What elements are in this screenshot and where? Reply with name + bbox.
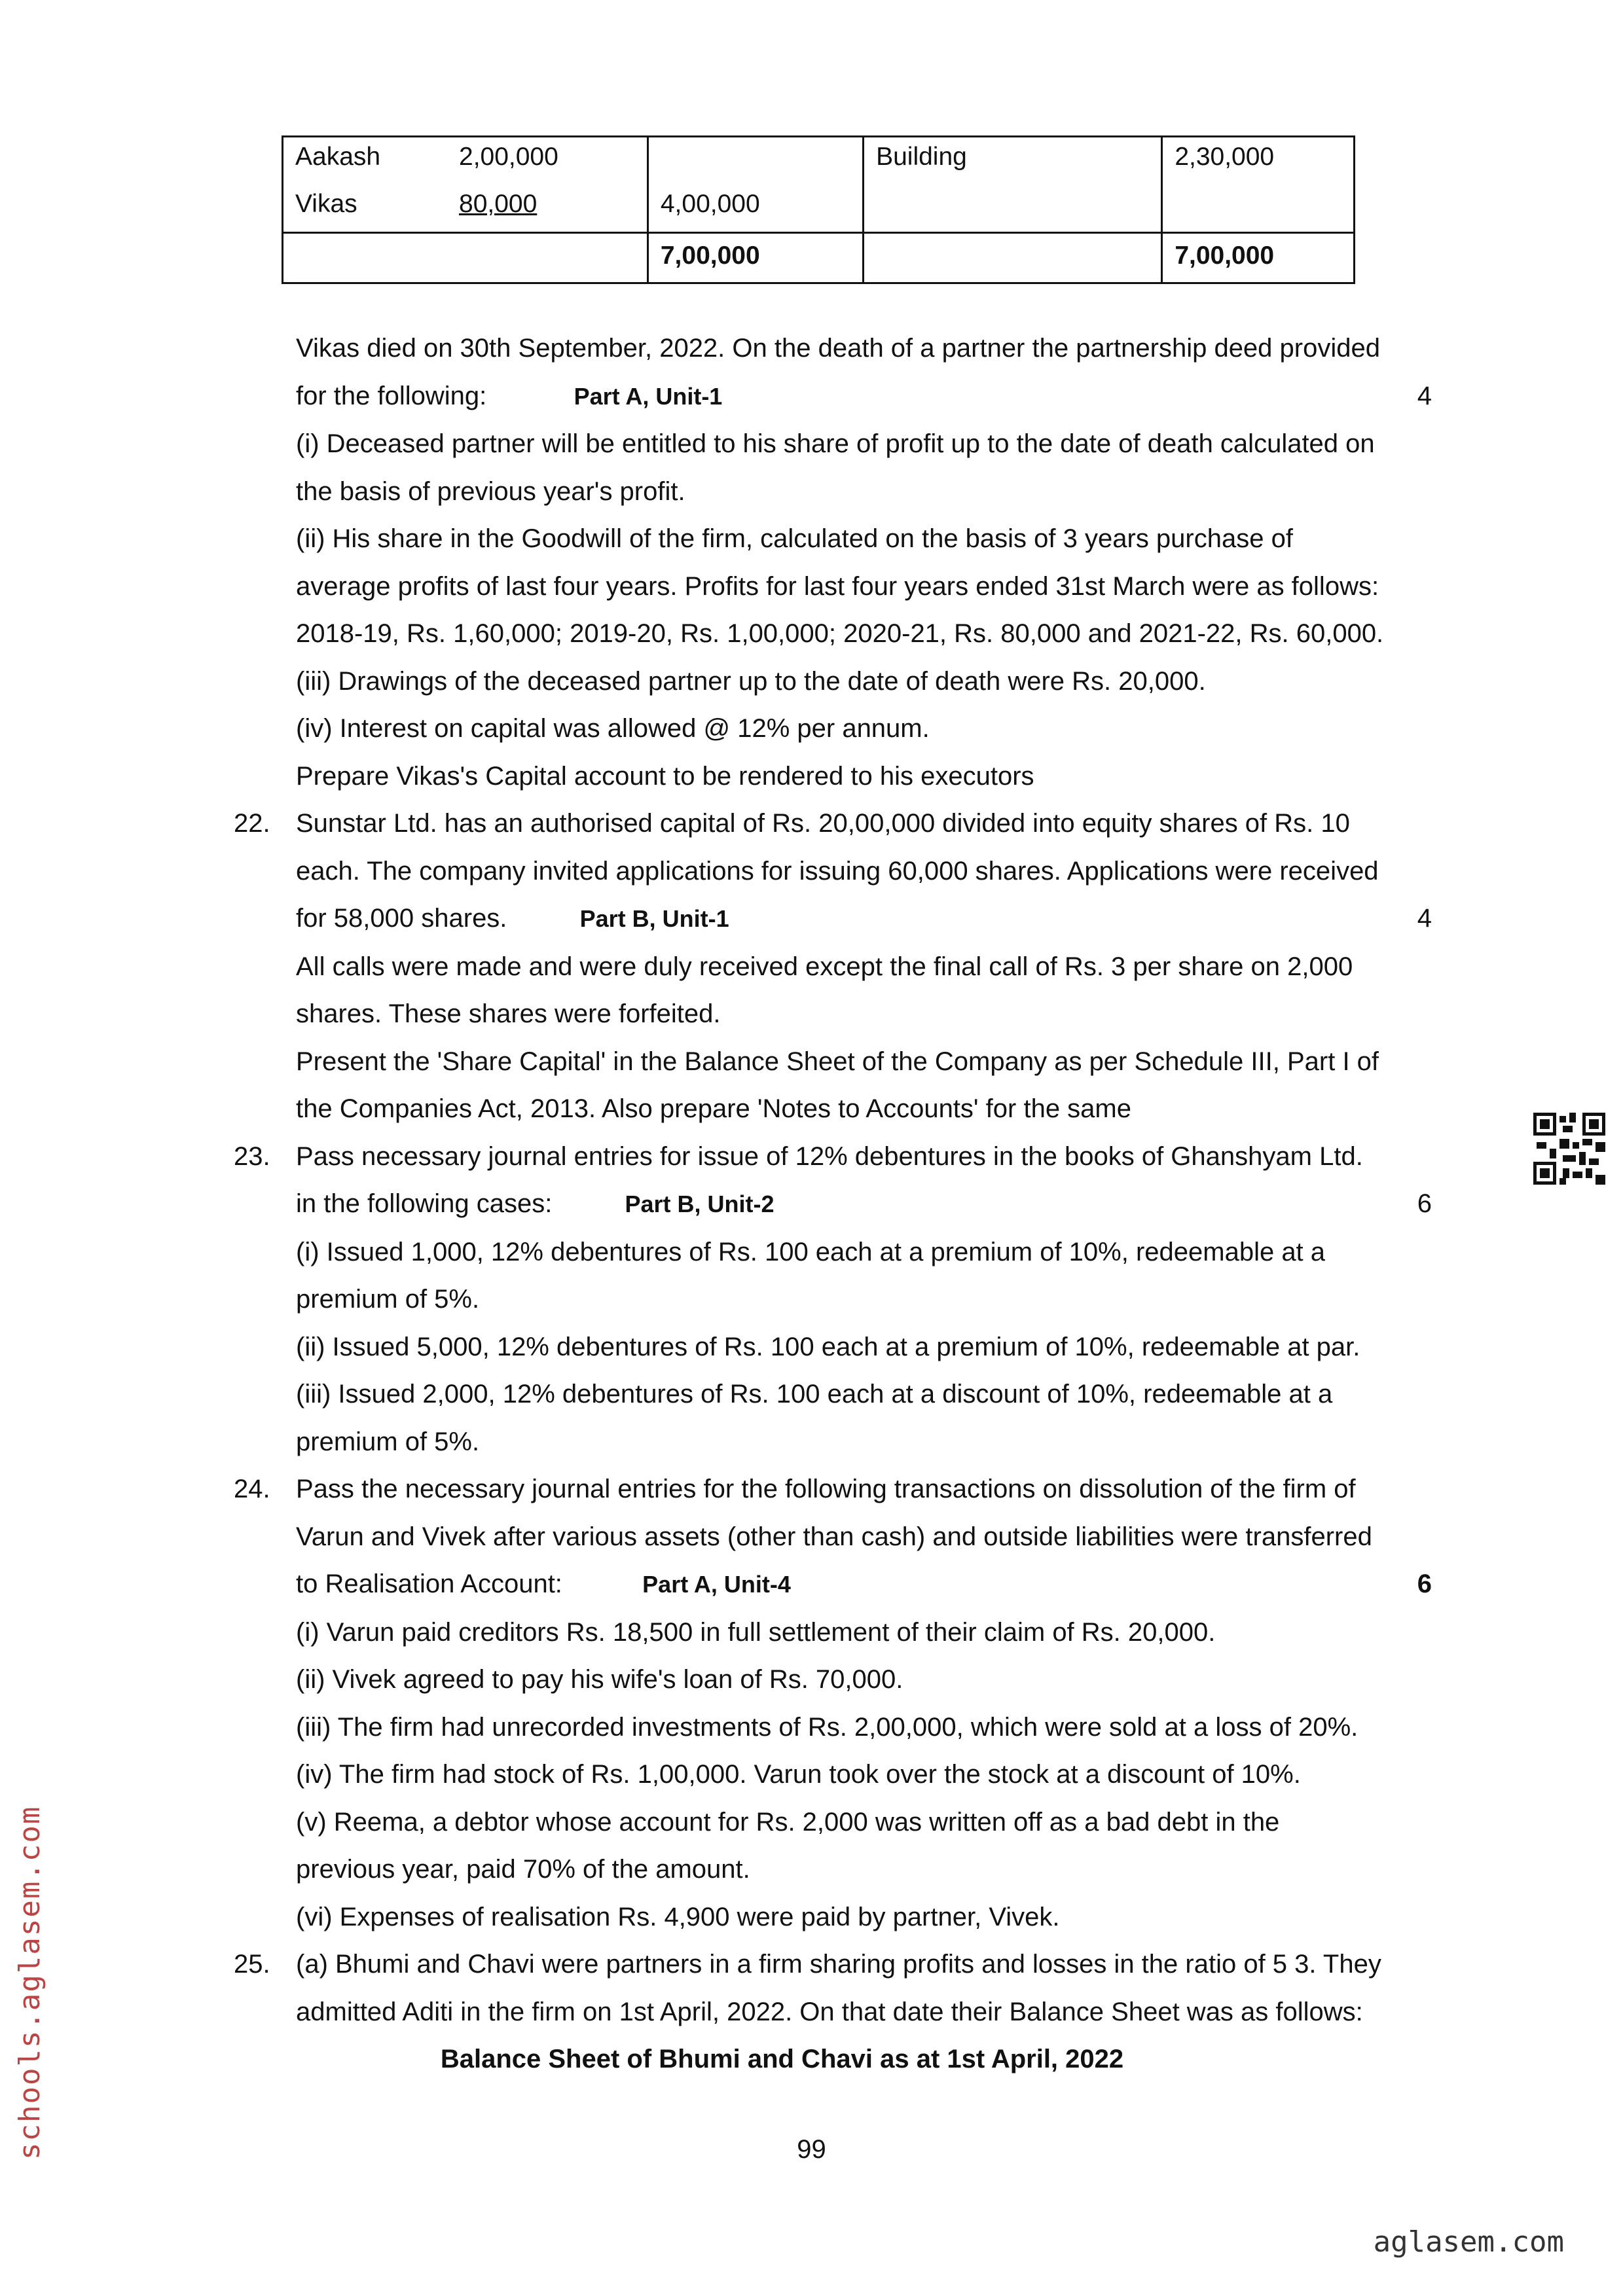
text-line: (v) Reema, a debtor whose account for Rs. 2,000 was written off as a bad debt in the [296,1807,1280,1837]
text-line: for the following: [296,381,487,410]
text-line: (ii) His share in the Goodwill of the firm, calculated on the basis of 3 years purchase of [296,524,1293,553]
text-line: premium of 5%. [296,1427,480,1456]
text-line: Pass the necessary journal entries for the following transactions on dissolution of the firm of [296,1475,1356,1503]
questions-content [234,325,1438,2083]
text-line: admitted Aditi in the firm on 1st April, 2022. On that date their Balance Sheet was as follows: [296,1997,1363,2026]
asset-name [864,185,1162,233]
question-22 [234,800,1438,1133]
text-line: (iv) Interest on capital was allowed @ 12% per annum. [296,714,930,743]
text-line: Sunstar Ltd. has an authorised capital of Rs. 20,00,000 divided into equity shares of Rs. 10 [296,809,1350,838]
text-line: Vikas died on 30th September, 2022. On the death of a partner the partnership deed provided [296,334,1380,363]
marks: 6 [1417,1570,1432,1598]
text-line: for 58,000 shares. [296,904,507,933]
text-line: (ii) Vivek agreed to pay his wife's loan of Rs. 70,000. [296,1665,903,1694]
text-line: (a) Bhumi and Chavi were partners in a firm sharing profits and losses in the ratio of 5 3. They [296,1950,1381,1979]
capital-amount: 2,00,000 [459,143,558,171]
text-line: premium of 5%. [296,1285,480,1314]
text-line: (i) Issued 1,000, 12% debentures of Rs. 100 each at a premium of 10%, redeemable at a [296,1237,1326,1266]
text-line: Varun and Vivek after various assets (other than cash) and outside liabilities were transferred [296,1522,1372,1551]
text-line: (i) Deceased partner will be entitled to his share of profit up to the date of death calculated on [296,429,1375,458]
partner-name: Aakash [295,143,381,171]
marks: 4 [1417,904,1432,933]
marks: 4 [1417,381,1432,410]
syllabus-tag: Part A, Unit-1 [574,382,723,410]
question-23 [234,1133,1438,1466]
text-line: average profits of last four years. Profits for last four years ended 31st March were as follows: [296,571,1379,601]
text-line: shares. These shares were forfeited. [296,999,721,1028]
total-amount [647,137,863,185]
side-watermark: schools.aglasem.com [13,1805,46,2160]
table-row [283,137,1355,185]
text-line: each. The company invited applications for issuing 60,000 shares. Applications were received [296,856,1379,886]
balance-sheet-title: Balance Sheet of Bhumi and Chavi as at 1st April, 2022 [440,2045,1124,2073]
total-amount: 4,00,000 [647,185,863,233]
text-line: (ii) Issued 5,000, 12% debentures of Rs. 100 each at a premium of 10%, redeemable at par. [296,1332,1360,1361]
text-line: (i) Varun paid creditors Rs. 18,500 in full settlement of their claim of Rs. 20,000. [296,1617,1216,1647]
text-line: All calls were made and were duly received except the final call of Rs. 3 per share on 2,000 [296,952,1353,981]
question-25 [234,1941,1438,2083]
question-number: 22. [234,809,270,838]
text-line: (iii) The firm had unrecorded investments of Rs. 2,00,000, which were sold at a loss of 20%. [296,1712,1359,1742]
text-line: (iii) Issued 2,000, 12% debentures of Rs. 100 each at a discount of 10%, redeemable at a [296,1380,1333,1408]
text-line: the Companies Act, 2013. Also prepare 'Notes to Accounts' for the same [296,1094,1131,1123]
asset-amount: 2,30,000 [1162,137,1355,185]
table-total-row [283,233,1355,283]
footer-watermark: aglasem.com [1373,2225,1564,2259]
text-line: 2018-19, Rs. 1,60,000; 2019-20, Rs. 1,00,000; 2020-21, Rs. 80,000 and 2021-22, Rs. 60,000. [296,619,1384,648]
table-row [283,185,1355,233]
page-number: 99 [797,2135,826,2164]
text-line: previous year, paid 70% of the amount. [296,1855,750,1884]
asset-amount [1162,185,1355,233]
question-number: 24. [234,1475,270,1503]
syllabus-tag: Part A, Unit-4 [642,1571,791,1598]
text-line: to Realisation Account: [296,1570,562,1598]
question-21-continued [234,325,1438,800]
total-left: 7,00,000 [647,233,863,283]
marks: 6 [1417,1189,1432,1218]
text-line: (vi) Expenses of realisation Rs. 4,900 were paid by partner, Vivek. [296,1902,1060,1931]
text-line: Pass necessary journal entries for issue of 12% debentures in the books of Ghanshyam Ltd. [296,1141,1363,1171]
question-number: 25. [234,1950,270,1979]
question-24 [234,1465,1438,1941]
asset-name: Building [864,137,1162,185]
partner-name: Vikas [295,190,357,218]
qr-code-icon [1533,1113,1605,1185]
text-line: (iii) Drawings of the deceased partner up to the date of death were Rs. 20,000. [296,666,1206,696]
text-line: in the following cases: [296,1189,553,1218]
question-number: 23. [234,1141,270,1171]
capital-amount: 80,000 [459,190,538,218]
text-line: the basis of previous year's profit. [296,476,685,506]
text-line: Present the 'Share Capital' in the Balance Sheet of the Company as per Schedule III, Part I of [296,1047,1379,1076]
total-right: 7,00,000 [1162,233,1355,283]
text-line: Prepare Vikas's Capital account to be rendered to his executors [296,761,1034,791]
syllabus-tag: Part B, Unit-2 [625,1191,775,1217]
balance-sheet-table-fragment [282,135,1355,284]
text-line: (iv) The firm had stock of Rs. 1,00,000. Varun took over the stock at a discount of 10%. [296,1760,1301,1789]
syllabus-tag: Part B, Unit-1 [579,905,729,932]
